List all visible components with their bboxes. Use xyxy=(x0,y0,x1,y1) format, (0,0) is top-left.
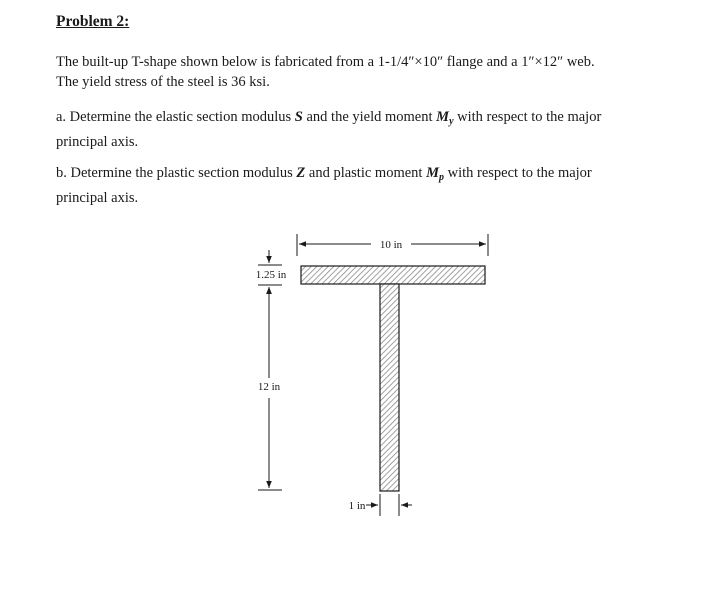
web-thickness-label: 1 in xyxy=(348,500,366,512)
symbol-Mp-subscript: p xyxy=(438,172,444,183)
flange-width-dimension xyxy=(297,234,488,256)
part-b-middle: and plastic moment xyxy=(305,165,427,181)
part-b-suffix: with respect to the major xyxy=(443,165,592,181)
web-height-label: 12 in xyxy=(257,381,281,393)
symbol-S: S xyxy=(294,109,303,125)
flange xyxy=(301,266,485,284)
flange-thickness-dimension xyxy=(256,250,287,300)
part-a-line-2: principal axis. xyxy=(56,134,139,150)
part-b-prefix: b. Determine the plastic section modulus xyxy=(56,165,297,181)
web-thickness-dimension xyxy=(349,494,412,516)
web-height-dimension xyxy=(258,287,282,490)
part-a-prefix: a. Determine the elastic section modulus xyxy=(56,109,295,125)
flange-width-label: 10 in xyxy=(379,239,403,251)
symbol-My-subscript: y xyxy=(449,116,454,127)
intro-line-2: The yield stress of the steel is 36 ksi. xyxy=(56,74,270,90)
flange-thickness-label: 1.25 in xyxy=(255,269,287,281)
symbol-My: M xyxy=(436,109,450,125)
symbol-Mp: M xyxy=(426,165,439,181)
web xyxy=(380,284,399,491)
intro-line-1: The built-up T-shape shown below is fabricated from a 1-1/4″×10″ flange and a 1″×12″ web. xyxy=(56,54,595,70)
problem-title: Problem 2: xyxy=(56,13,130,30)
part-a-middle: and the yield moment xyxy=(302,109,437,125)
part-a-suffix: with respect to the major xyxy=(453,109,602,125)
part-b-line-2: principal axis. xyxy=(56,190,139,206)
symbol-Z: Z xyxy=(296,165,306,181)
